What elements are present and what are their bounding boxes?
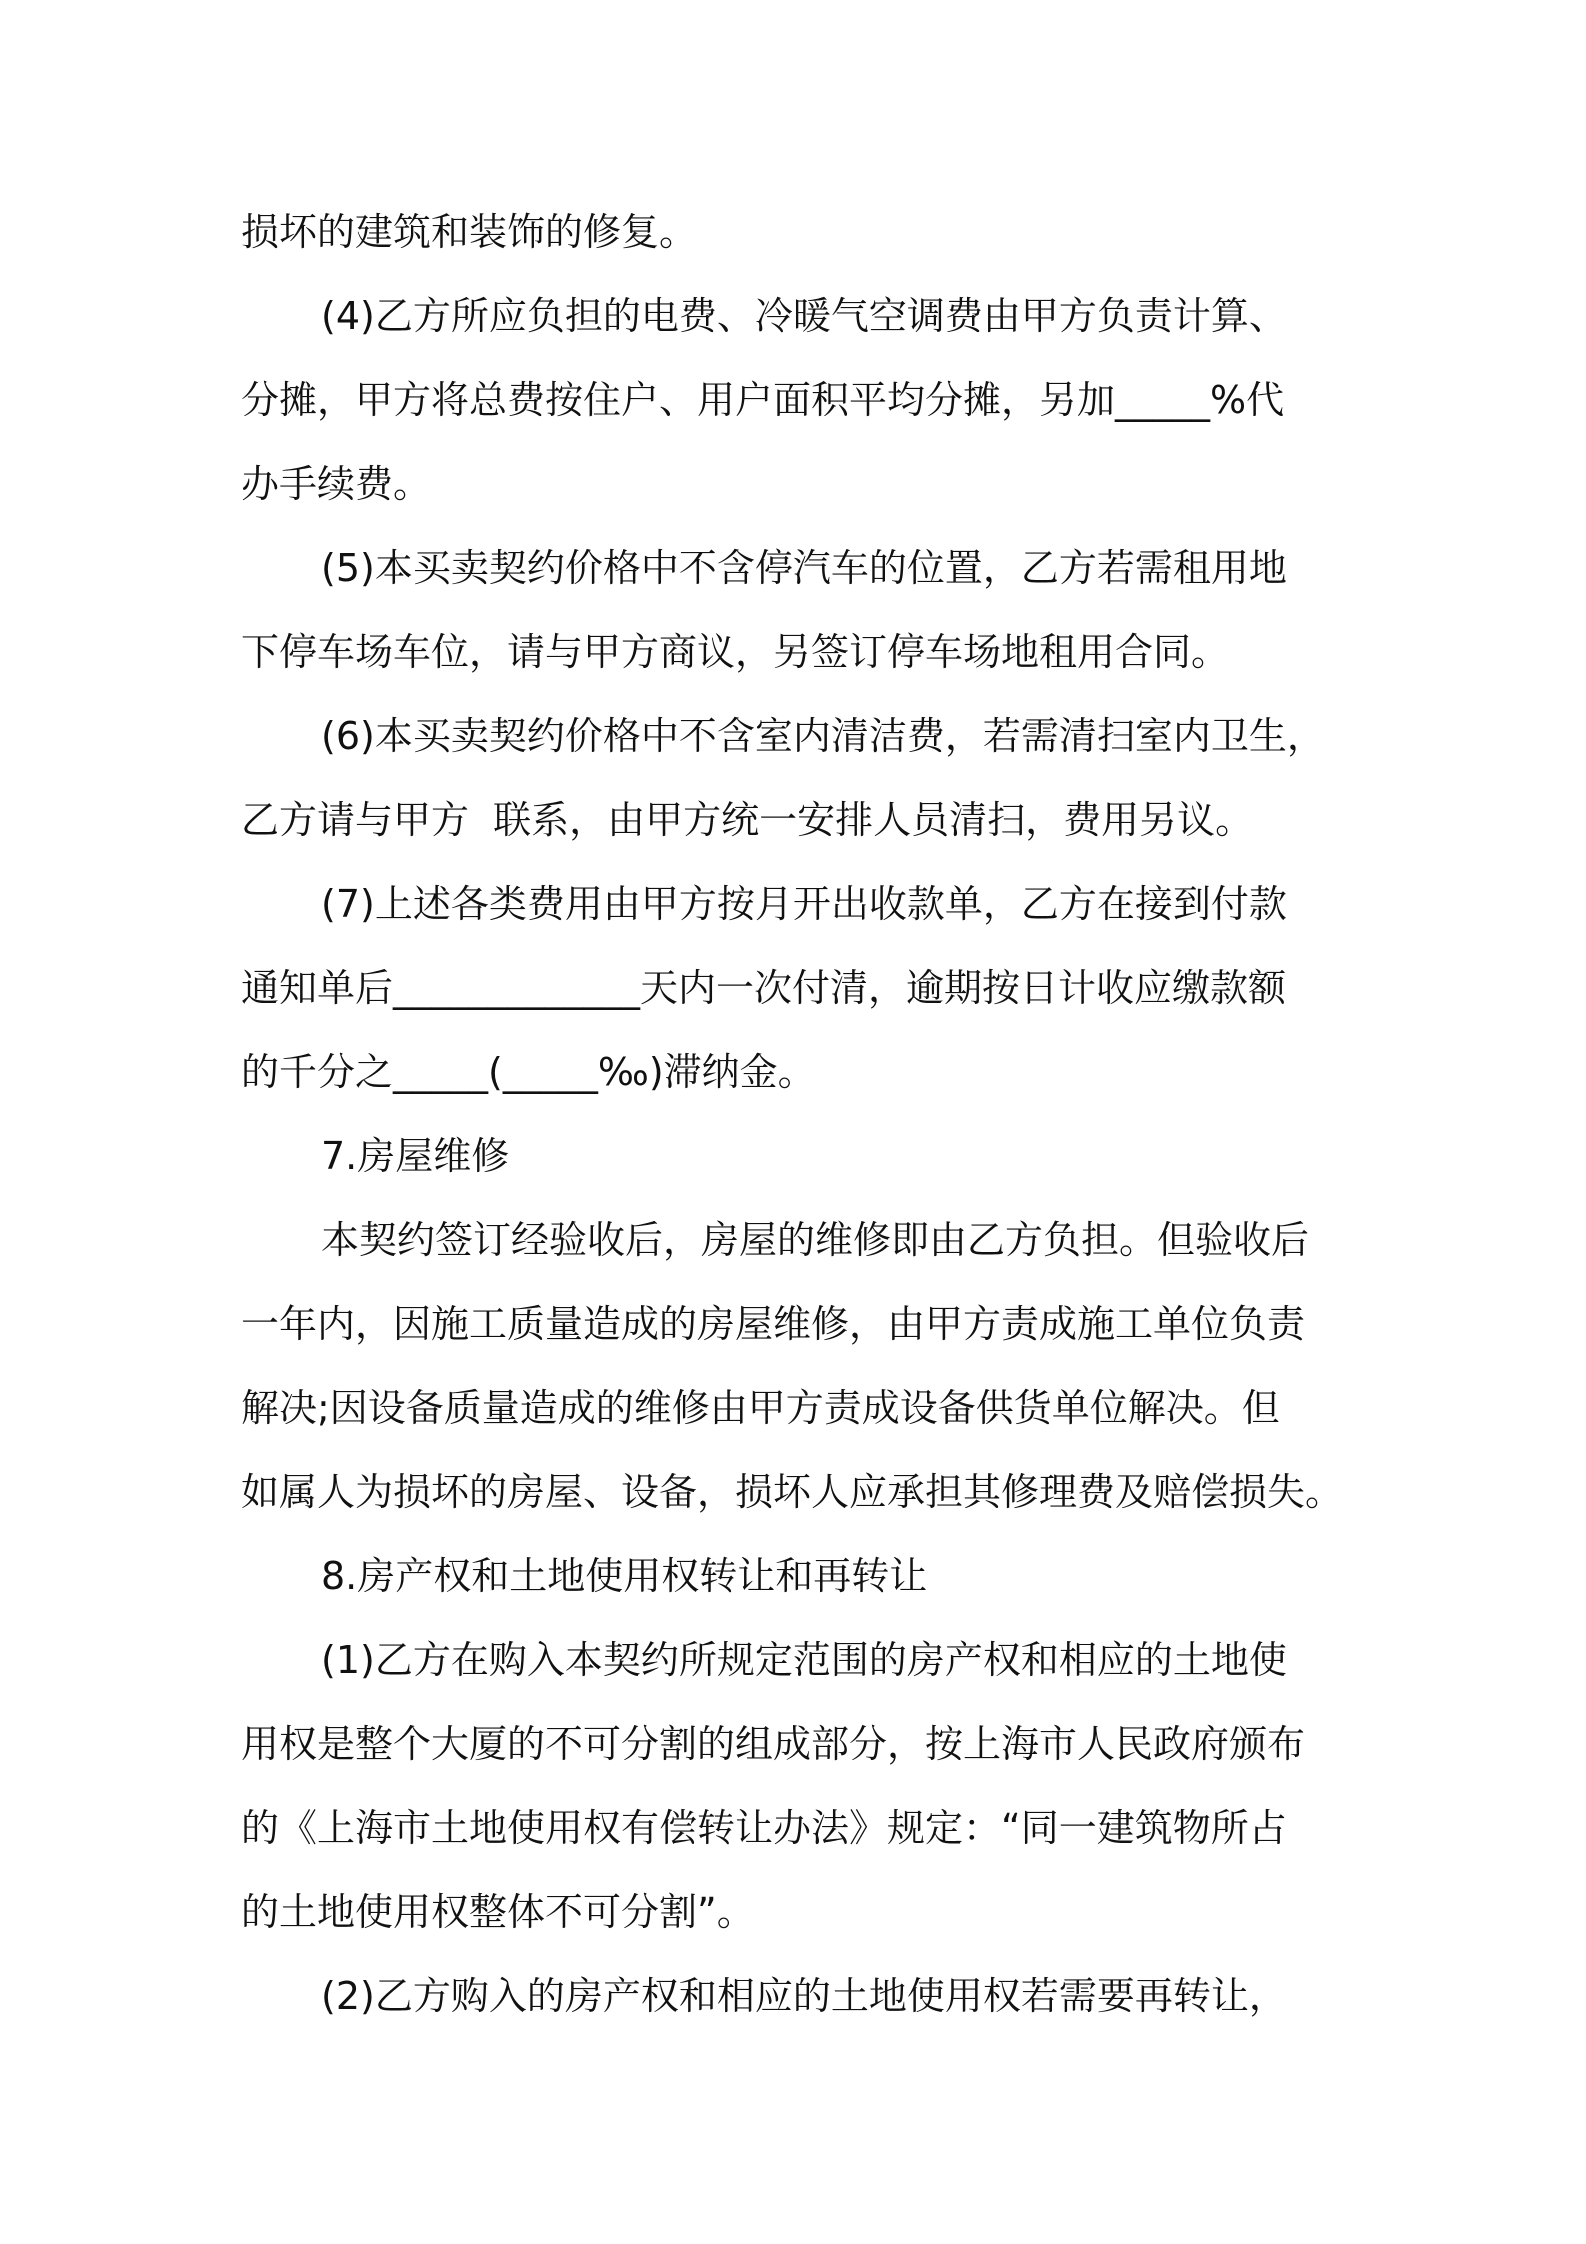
text-line: 如属人为损坏的房屋、设备，损坏人应承担其修理费及赔偿损失。 bbox=[241, 1470, 1344, 1514]
text-line: (1)乙方在购入本契约所规定范围的房产权和相应的土地使 bbox=[321, 1638, 1287, 1682]
text-line: 一年内，因施工质量造成的房屋维修，由甲方责成施工单位负责 bbox=[241, 1302, 1306, 1346]
document-body bbox=[241, 190, 1361, 2038]
text-line: 的《上海市土地使用权有偿转让办法》规定：“同一建筑物所占 bbox=[241, 1806, 1287, 1850]
section-heading: 7.房屋维修 bbox=[321, 1134, 510, 1178]
text-line: (7)上述各类费用由甲方按月开出收款单，乙方在接到付款 bbox=[321, 882, 1287, 926]
text-line: 办手续费。 bbox=[241, 462, 432, 506]
text-line: 解决;因设备质量造成的维修由甲方责成设备供货单位解决。但 bbox=[241, 1386, 1280, 1430]
text-line: 损坏的建筑和装饰的修复。 bbox=[241, 210, 698, 254]
text-line: 的千分之_____(_____‰)滞纳金。 bbox=[241, 1050, 816, 1094]
text-line: 分摊，甲方将总费按住户、用户面积平均分摊，另加_____%代 bbox=[241, 378, 1285, 422]
text-line: 通知单后_____________天内一次付清，逾期按日计收应缴款额 bbox=[241, 966, 1287, 1010]
text-line: 乙方请与甲方 联系，由甲方统一安排人员清扫，费用另议。 bbox=[241, 798, 1254, 842]
text-line: 的土地使用权整体不可分割”。 bbox=[241, 1890, 755, 1934]
text-line: 用权是整个大厦的不可分割的组成部分，按上海市人民政府颁布 bbox=[241, 1722, 1306, 1766]
text-line: (4)乙方所应负担的电费、冷暖气空调费由甲方负责计算、 bbox=[321, 294, 1287, 338]
text-line: (6)本买卖契约价格中不含室内清洁费，若需清扫室内卫生， bbox=[321, 714, 1325, 758]
text-line: (2)乙方购入的房产权和相应的土地使用权若需要再转让， bbox=[321, 1974, 1287, 2018]
text-line: 本契约签订经验收后，房屋的维修即由乙方负担。但验收后 bbox=[321, 1218, 1310, 1262]
text-line: (5)本买卖契约价格中不含停汽车的位置，乙方若需租用地 bbox=[321, 546, 1287, 590]
text-line: 下停车场车位，请与甲方商议，另签订停车场地租用合同。 bbox=[241, 630, 1230, 674]
section-heading: 8.房产权和土地使用权转让和再转让 bbox=[321, 1554, 928, 1598]
